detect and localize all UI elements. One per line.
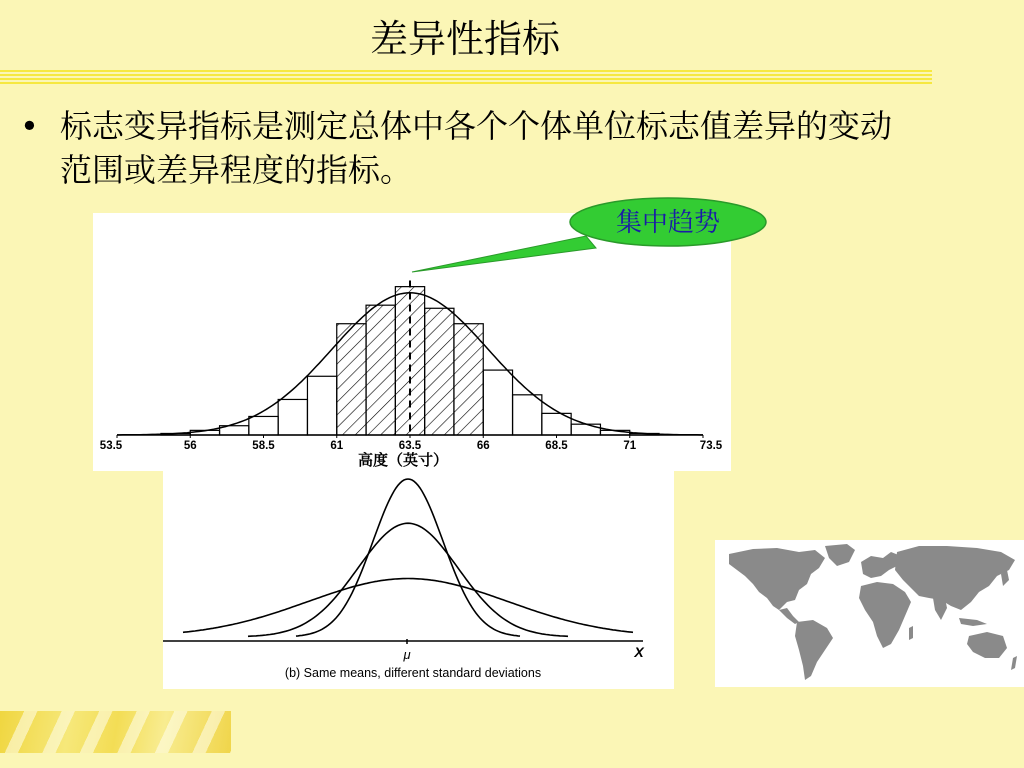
callout-pointer	[412, 236, 596, 272]
x-tick-label: 61	[330, 440, 344, 452]
madagascar-shape	[909, 626, 913, 640]
new-zealand-shape	[1011, 656, 1017, 670]
histogram-bar	[366, 305, 395, 435]
indonesia-shape	[959, 618, 987, 626]
x-tick-label: 63.5	[398, 440, 422, 452]
x-axis-label: 高度（英寸）	[357, 451, 449, 469]
histogram-bar	[249, 416, 278, 435]
histogram-bar	[278, 399, 307, 435]
histogram-bar	[513, 395, 542, 435]
x-tick-labels	[100, 435, 723, 452]
histogram-bar	[454, 324, 483, 435]
asia-shape	[895, 546, 1015, 610]
figure-caption: (b) Same means, different standard deviations	[284, 666, 542, 680]
histogram-bar	[483, 370, 512, 435]
title-underline	[0, 70, 932, 84]
x-tick-label: 71	[623, 440, 637, 452]
world-map-graphic	[715, 540, 1024, 687]
greenland-shape	[825, 544, 855, 566]
x-tick-label: 73.5	[699, 440, 723, 452]
x-tick-label: 53.5	[99, 440, 123, 452]
normal-curve	[248, 523, 568, 636]
callout-label: 集中趋势	[615, 208, 720, 238]
histogram-bar	[425, 308, 454, 435]
central-america-shape	[779, 608, 799, 624]
india-shape	[933, 598, 947, 620]
decorative-band	[0, 711, 231, 753]
bullet-text: 标志变异指标是测定总体中各个个体单位标志值差异的变动范围或差异程度的指标。	[60, 107, 893, 189]
north-america-shape	[729, 548, 825, 610]
slide-title: 差异性指标	[369, 17, 560, 61]
x-label: X	[634, 644, 644, 660]
normal-curves	[183, 479, 633, 636]
mu-label: μ	[403, 647, 411, 662]
south-america-shape	[795, 620, 833, 680]
normal-curves-chart	[163, 471, 674, 689]
normal-curves-figure	[163, 471, 674, 689]
world-map	[715, 540, 1024, 687]
normal-curve	[183, 579, 633, 633]
europe-shape	[861, 552, 901, 578]
x-tick-label: 68.5	[545, 440, 568, 452]
bullet-symbol: •	[20, 107, 39, 145]
africa-shape	[859, 582, 911, 648]
histogram-bar	[571, 424, 600, 435]
histogram-bar	[337, 324, 366, 435]
x-tick-label: 66	[476, 440, 490, 452]
x-tick-label: 58.5	[252, 440, 275, 452]
normal-curve	[296, 479, 520, 636]
histogram-bar	[307, 376, 336, 435]
x-tick-label: 56	[183, 440, 197, 452]
australia-shape	[967, 632, 1007, 658]
